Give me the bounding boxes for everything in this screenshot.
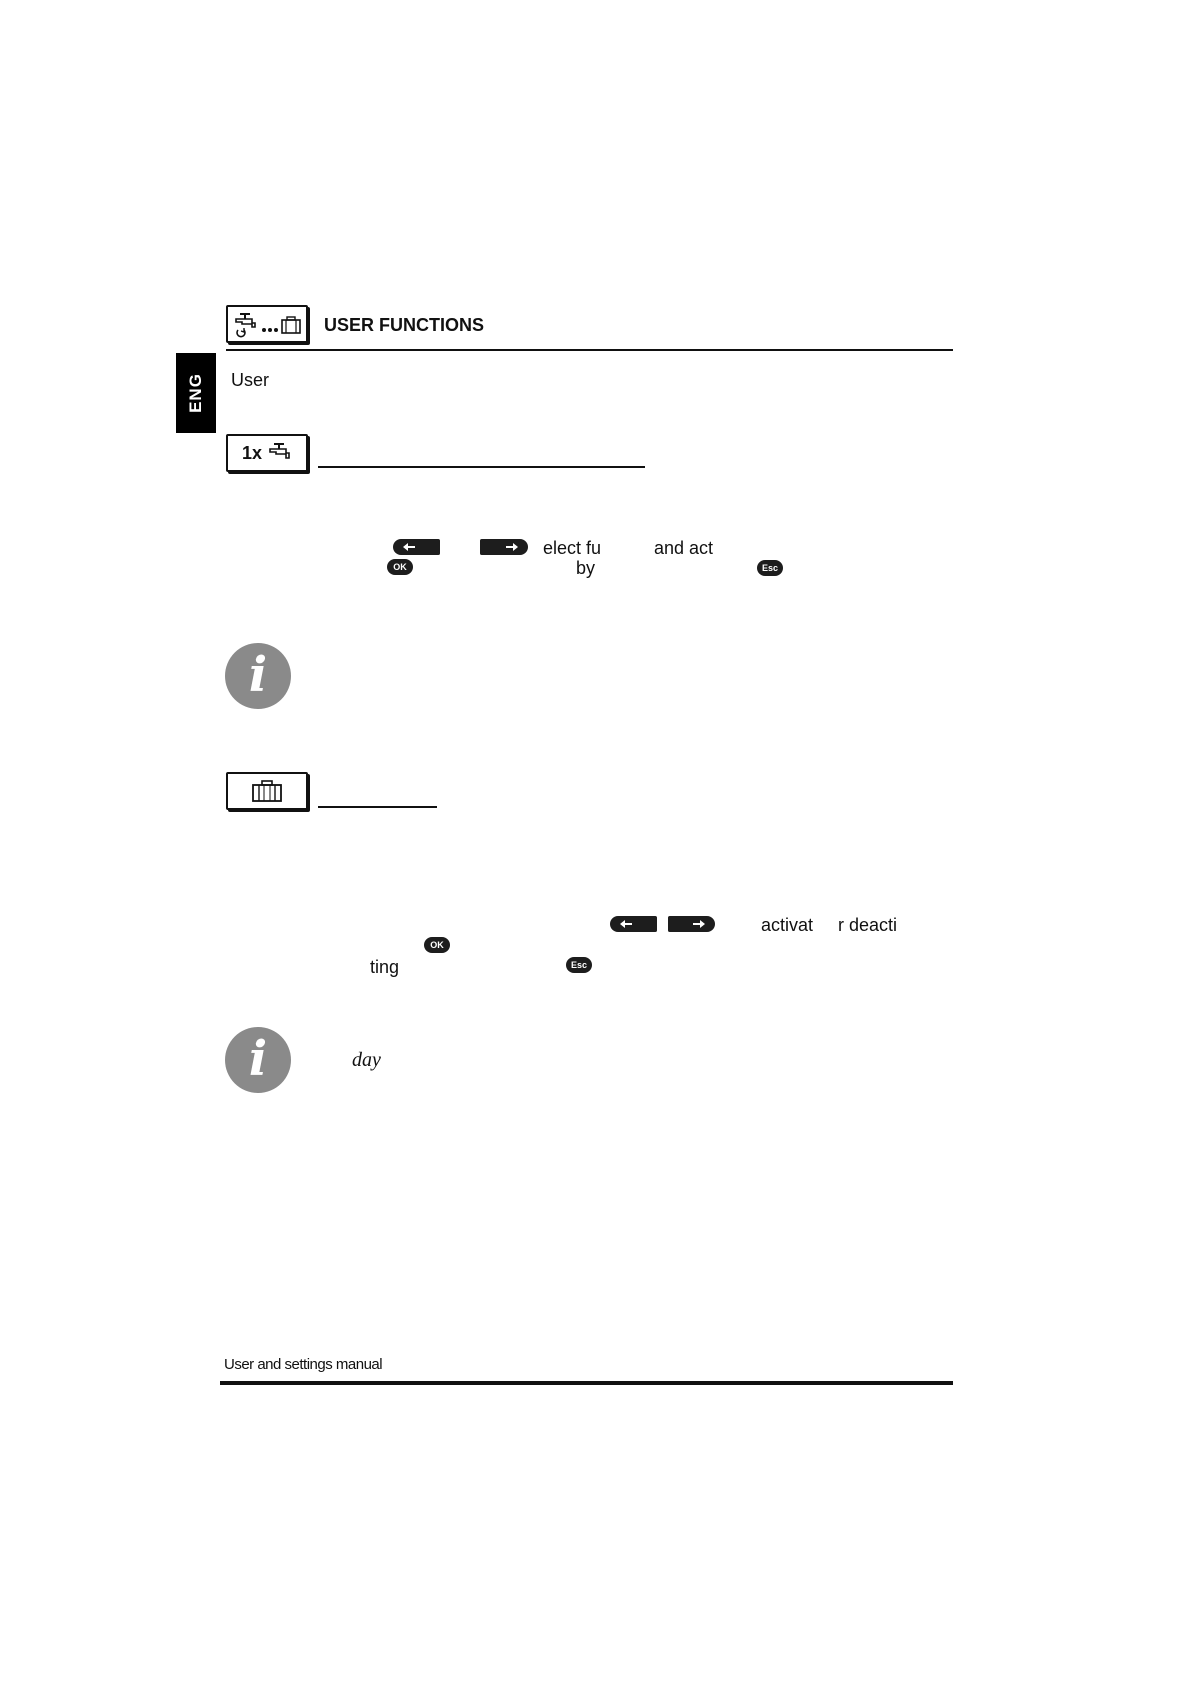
- right-arrow-icon: [506, 543, 518, 551]
- right-arrow-icon: [693, 920, 705, 928]
- section-title-rule: [226, 349, 953, 351]
- section-intro: User: [231, 370, 270, 390]
- right-arrow-key: [480, 539, 528, 555]
- tap-icon: [268, 442, 292, 464]
- left-arrow-icon: [620, 920, 632, 928]
- suitcase-icon: [251, 779, 283, 803]
- holiday-left-arrow-key: [610, 916, 657, 932]
- one-time-label: 1x: [241, 442, 263, 463]
- left-arrow-icon: [403, 543, 415, 551]
- holiday-icon-box: [226, 772, 308, 810]
- user-functions-icon-box: [226, 305, 308, 343]
- holiday-text-a: activat: [761, 915, 814, 935]
- holiday-text-c: ting: [370, 957, 400, 977]
- one-time-text-b: and act: [654, 538, 714, 558]
- holiday-info-icon: i: [225, 1027, 291, 1093]
- tap-and-suitcase-icon: [232, 310, 302, 338]
- one-time-text-c: by: [576, 558, 596, 578]
- holiday-title-rule: [318, 806, 437, 808]
- language-tab-label: ENG: [186, 373, 205, 413]
- language-tab: [176, 353, 216, 433]
- footer-text: User and settings manual: [224, 1356, 383, 1373]
- esc-key: Esc: [757, 560, 783, 576]
- ok-key: OK: [387, 559, 413, 575]
- one-time-dhw-title-rule: [318, 466, 645, 468]
- holiday-info-text: day: [352, 1049, 381, 1071]
- holiday-text-b: r deacti: [838, 915, 898, 935]
- left-arrow-key: [393, 539, 440, 555]
- holiday-esc-key: Esc: [566, 957, 592, 973]
- section-title: USER FUNCTIONS: [324, 315, 485, 335]
- footer-rule: [220, 1381, 953, 1385]
- one-time-text-a: elect fu: [543, 538, 602, 558]
- holiday-ok-key: OK: [424, 937, 450, 953]
- info-icon: i: [225, 643, 291, 709]
- holiday-right-arrow-key: [668, 916, 715, 932]
- one-time-dhw-icon-box: [226, 434, 308, 472]
